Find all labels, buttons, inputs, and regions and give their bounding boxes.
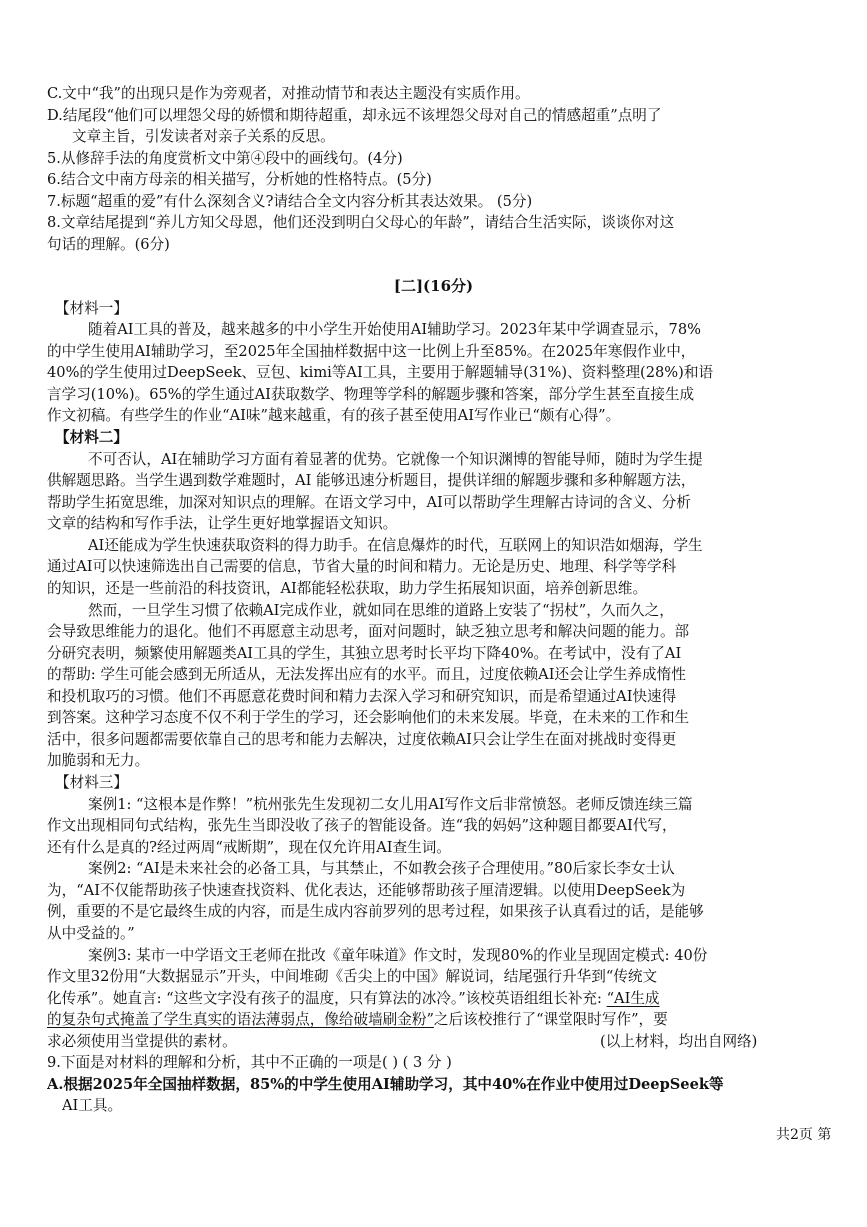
material2-line: 活中，很多问题都需要依靠自己的思考和能力去解决，过度依赖AI只会让学生在面对挑战时变得更 [47, 731, 677, 748]
material3-line: 作文出现相同句式结构，张先生当即没收了孩子的智能设备。连“我的妈妈”这种题目都要AI代写， [47, 817, 677, 834]
material3-line: 案例3: 某市一中学语文王老师在批改《童年味道》作文时，发现80%的作业呈现固定模式: 40份 [88, 947, 708, 964]
material3-line: 案例2: “AI是未来社会的必备工具，与其禁止，不如教会孩子合理使用。”80后家长李女士认 [88, 860, 675, 877]
question-5: 5.从修辞手法的角度赏析文中第④段中的画线句。(4分) [47, 150, 403, 167]
material2-line: 然而，一旦学生习惯了依赖AI完成作业，就如同在思维的道路上安装了“拐杖”，久而久之， [88, 602, 674, 619]
material1-line: 作文初稿。有些学生的作业“AI味”越来越重，有的孩子甚至使用AI写作业已“颇有心得”。 [47, 407, 621, 424]
material3-last-line: 求必须使用当堂提供的素材。 [47, 1033, 237, 1050]
material2-line: AI还能成为学生快速获取资料的得力助手。在信息爆炸的时代，互联网上的知识浩如烟海，学生 [88, 537, 703, 554]
material3-line: 案例1: “这根本是作弊！”杭州张先生发现初二女儿用AI写作文后非常愤怒。老师反馈连续三篇 [88, 796, 693, 813]
option-d-line1: D.结尾段“他们可以埋怨父母的娇惯和期待超重，却永远不该埋怨父母对自己的情感超重”点明了 [47, 107, 662, 124]
material3-line: 化传承”。她直言: “这些文字没有孩子的温度，只有算法的冰冷。”该校英语组组长补充: [47, 990, 607, 1007]
question-9-option-a-line1: A.根据2025年全国抽样数据，85%的中学生使用AI辅助学习，其中40%在作业中使用过DeepSeek等 [47, 1076, 724, 1093]
question-8-line1: 8.文章结尾提到“养儿方知父母恩，他们还没到明白父母心的年龄”，请结合生活实际，谈谈你对这 [47, 214, 675, 231]
question-8-line2: 句话的理解。(6分) [47, 236, 170, 253]
material2-line: 文章的结构和写作手法，让学生更好地掌握语文知识。 [47, 515, 398, 532]
question-7: 7.标题“超重的爱”有什么深刻含义?请结合全文内容分析其表达效果。 (5分) [47, 193, 533, 210]
material3-line: 从中受益的。” [47, 925, 135, 942]
section-title: [二](16分) [393, 277, 474, 295]
material1-line: 40%的学生使用过DeepSeek、豆包、kimi等AI工具，主要用于解题辅导(31%)、资料整理(28%)和语 [47, 364, 714, 381]
material3-line: 作文里32份用“大数据显示”开头，中间堆砌《舌尖上的中国》解说词，结尾强行升华到“传统文 [47, 968, 658, 985]
material2-line: 的知识，还是一些前沿的科技资讯，AI都能轻松获取，助力学生拓展知识面，培养创新思维。 [47, 580, 648, 597]
material2-line: 分研究表明，频繁使用解题类AI工具的学生，其独立思考时长平均下降40%。在考试中，没有了AI [47, 645, 682, 662]
question-9-stem: 9.下面是对材料的理解和分析，其中不正确的一项是( ) ( 3 分 ) [47, 1054, 452, 1071]
material3-line-with-underline [47, 988, 837, 1009]
question-6: 6.结合文中南方母亲的相关描写，分析她的性格特点。(5分) [47, 171, 432, 188]
material2-heading: 【材料二】 [55, 429, 128, 446]
material3-line: 还有什么是真的?经过两周“戒断期”，现在仅允许用AI查生词。 [47, 839, 451, 856]
material2-line: 的帮助: 学生可能会感到无所适从，无法发挥出应有的水平。而且，过度依赖AI还会让学生养成惰性 [47, 666, 686, 683]
underlined-sentence-part2: 的复杂句式掩盖了学生真实的语法薄弱点，像给破墙刷金粉” [47, 1011, 434, 1028]
material2-line: 加脆弱和无力。 [47, 752, 150, 769]
material3-after-underline: 之后该校推行了“课堂限时写作”，要 [433, 1011, 668, 1028]
material2-line: 供解题思路。当学生遇到数学难题时，AI 能够迅速分析题目，提供详细的解题步骤和多种解题方法， [47, 472, 696, 489]
option-d-line2: 文章主旨，引发读者对亲子关系的反思。 [72, 128, 335, 145]
material3-line: 例，重要的不是它最终生成的内容，而是生成内容前罗列的思考过程，如果孩子认真看过的话，是能够 [47, 903, 704, 920]
material1-heading: 【材料一】 [55, 300, 128, 317]
material3-underlined-line [47, 1009, 837, 1030]
option-c: C.文中“我”的出现只是作为旁观者，对推动情节和表达主题没有实质作用。 [47, 85, 530, 102]
material1-line: 言学习(10%)。65%的学生通过AI获取数学、物理等学科的解题步骤和答案，部分学生甚至直接生成 [47, 386, 695, 403]
material2-line: 和投机取巧的习惯。他们不再愿意花费时间和精力去深入学习和研究知识，而是希望通过AI快速得 [47, 688, 677, 705]
material2-line: 不可否认，AI在辅助学习方面有着显著的优势。它就像一个知识渊博的智能导师，随时为学生提 [88, 451, 703, 468]
source-note: (以上材料，均出自网络) [600, 1033, 758, 1050]
material1-line: 的中学生使用AI辅助学习，至2025年全国抽样数据中这一比例上升至85%。在2025年寒假作业中， [47, 343, 696, 360]
material3-line: 为，“AI不仅能帮助孩子快速查找资料、优化表达，还能够帮助孩子厘清逻辑。以使用DeepSeek为 [47, 882, 686, 899]
material2-line: 帮助学生拓宽思维，加深对知识点的理解。在语文学习中，AI可以帮助学生理解古诗词的含义、分析 [47, 494, 691, 511]
material3-heading: 【材料三】 [55, 774, 128, 791]
material2-line: 会导致思维能力的退化。他们不再愿意主动思考，面对问题时，缺乏独立思考和解决问题的能力。部 [47, 623, 690, 640]
material2-line: 通过AI可以快速筛选出自己需要的信息，节省大量的时间和精力。无论是历史、地理、科学等学科 [47, 558, 677, 575]
question-9-option-a-line2: AI工具。 [62, 1097, 123, 1114]
material1-line: 随着AI工具的普及，越来越多的中小学生开始使用AI辅助学习。2023年某中学调查显示，78% [88, 321, 701, 338]
page-footer: 共2页 第 [776, 1127, 832, 1143]
underlined-sentence-part1: “AI生成 [606, 990, 660, 1007]
material2-line: 到答案。这种学习态度不仅不利于学生的学习，还会影响他们的未来发展。毕竟，在未来的工作和生 [47, 709, 690, 726]
